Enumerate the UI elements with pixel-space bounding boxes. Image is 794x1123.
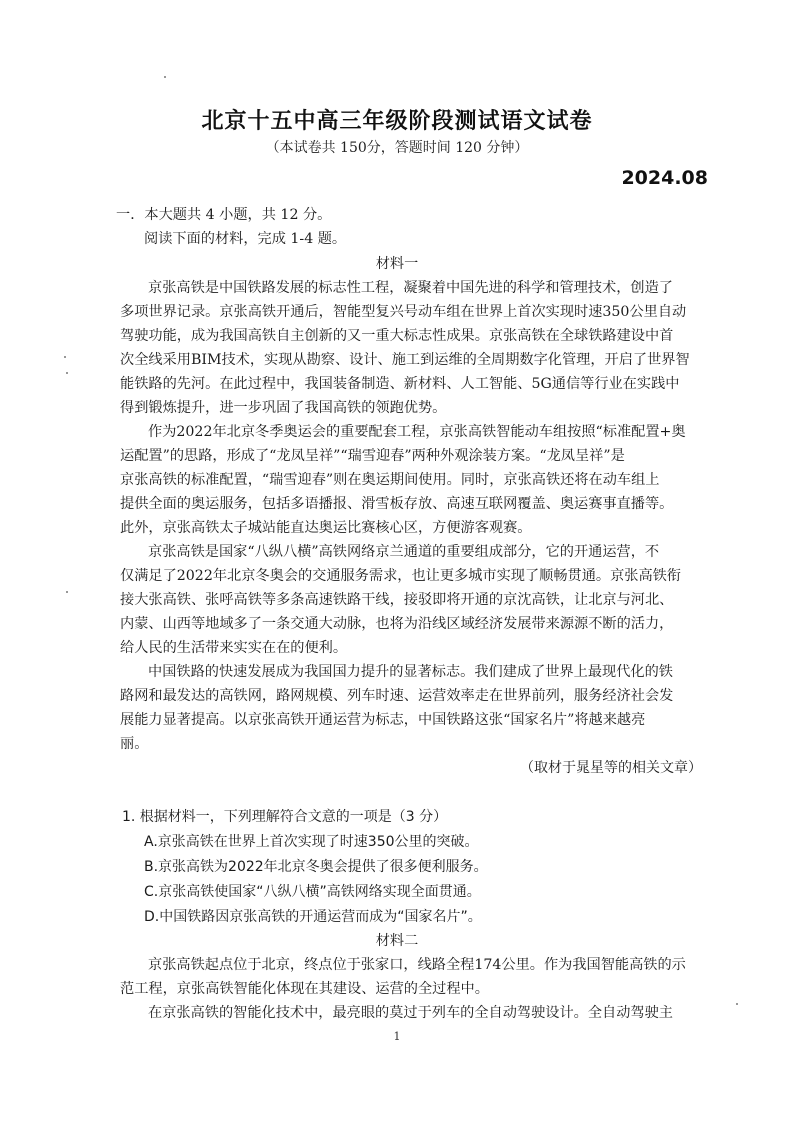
page-number: 1 <box>393 1030 401 1043</box>
material-1-line: 丽。 <box>120 736 149 752</box>
material-1-line: 京张高铁是中国铁路发展的标志性工程，凝聚着中国先进的科学和管理技术，创造了 <box>148 280 673 296</box>
question-1-option-a: A.京张高铁在世界上首次实现了时速350公里的突破。 <box>144 834 479 850</box>
scan-speck <box>66 372 68 374</box>
material-1-line: 给人民的生活带来实实在在的便利。 <box>120 640 348 656</box>
question-1-stem: 1. 根据材料一，下列理解符合文意的一项是（3 分） <box>122 809 448 825</box>
question-1-option-d: D.中国铁路因京张高铁的开通运营而成为“国家名片”。 <box>144 909 482 925</box>
material-1-line: 能铁路的先河。在此过程中，我国装备制造、新材料、人工智能、5G通信等行业在实践中 <box>120 376 680 392</box>
exam-subtitle: （本试卷共 150分，答题时间 120 分钟） <box>265 140 529 156</box>
question-1-option-b: B.京张高铁为2022年北京冬奥会提供了很多便利服务。 <box>144 859 488 875</box>
material-1-line: 京张高铁是国家“八纵八横”高铁网络京兰通道的重要组成部分，它的开通运营，不 <box>148 544 660 560</box>
exam-date: 2024.08 <box>621 167 708 189</box>
material-1-line: 得到锻炼提升，进一步巩固了我国高铁的领跑优势。 <box>120 400 447 416</box>
material-2-title: 材料二 <box>375 933 419 949</box>
material-1-line: 展能力显著提高。以京张高铁开通运营为标志，中国铁路这张“国家名片”将越来越亮 <box>120 712 646 728</box>
material-1-line: 作为2022年北京冬季奥运会的重要配套工程，京张高铁智能动车组按照“标准配置+奥 <box>148 424 686 440</box>
material-1-title: 材料一 <box>375 256 419 272</box>
scan-speck <box>164 76 166 78</box>
material-1-line: 此外，京张高铁太子城站能直达奥运比赛核心区，方便游客观赛。 <box>120 520 532 536</box>
material-2-line: 京张高铁起点位于北京，终点位于张家口，线路全程174公里。作为我国智能高铁的示 <box>148 957 686 973</box>
material-1-line: 接大张高铁、张呼高铁等多条高速铁路干线，接驳即将开通的京沈高铁，让北京与河北、 <box>120 592 674 608</box>
material-1-line: 京张高铁的标准配置，“瑞雪迎春”则在奥运期间使用。同时，京张高铁还将在动车组上 <box>120 472 660 488</box>
exam-title: 北京十五中高三年级阶段测试语文试卷 <box>201 109 593 134</box>
material-1-line: 仅满足了2022年北京冬奥会的交通服务需求，也让更多城市实现了顺畅贯通。京张高铁衔 <box>120 568 682 584</box>
section-heading: 一．本大题共 4 小题，共 12 分。 <box>116 207 332 223</box>
material-1-line: 路网和最发达的高铁网，路网规模、列车时速、运营效率走在世界前列，服务经济社会发 <box>120 688 674 704</box>
scan-speck <box>66 591 68 593</box>
material-1-source: （取材于晁星等的相关文章） <box>520 760 702 776</box>
material-1-line: 提供全面的奥运服务，包括多语播报、滑雪板存放、高速互联网覆盖、奥运赛事直播等。 <box>120 496 674 512</box>
material-1-line: 驾驶功能，成为我国高铁自主创新的又一重大标志性成果。京张高铁在全球铁路建设中首 <box>120 328 674 344</box>
material-1-line: 运配置”的思路，形成了“龙凤呈祥”“瑞雪迎春”两种外观涂装方案。“龙凤呈祥”是 <box>120 448 625 464</box>
material-2-line: 范工程，京张高铁智能化体现在其建设、运营的全过程中。 <box>120 981 489 997</box>
question-1-option-c: C.京张高铁使国家“八纵八横”高铁网络实现全面贯通。 <box>144 884 481 900</box>
material-1-line: 中国铁路的快速发展成为我国国力提升的显著标志。我们建成了世界上最现代化的铁 <box>148 664 673 680</box>
scan-speck <box>736 1003 738 1005</box>
scan-speck <box>64 356 66 358</box>
material-1-line: 内蒙、山西等地域多了一条交通大动脉，也将为沿线区域经济发展带来源源不断的活力， <box>120 616 674 632</box>
material-2-line: 在京张高铁的智能化技术中，最亮眼的莫过于列车的全自动驾驶设计。全自动驾驶主 <box>148 1005 673 1021</box>
material-1-line: 次全线采用BIM技术，实现从勘察、设计、施工到运维的全周期数字化管理，开启了世界智 <box>120 352 690 368</box>
section-instruction: 阅读下面的材料，完成 1-4 题。 <box>144 231 347 247</box>
material-1-line: 多项世界记录。京张高铁开通后，智能型复兴号动车组在世界上首次实现时速350公里自动 <box>120 304 687 320</box>
